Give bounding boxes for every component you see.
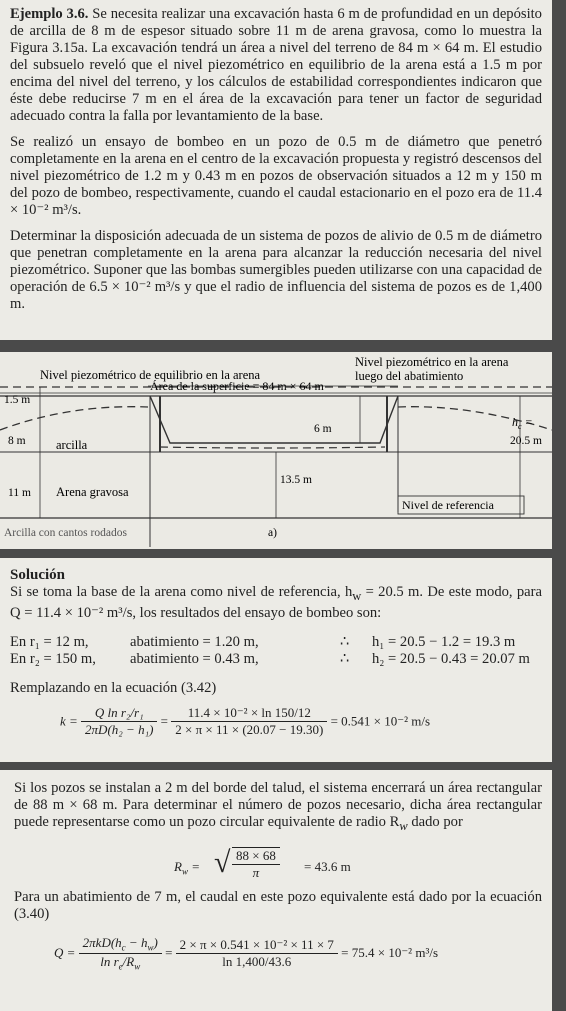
result-row-2: En r₂ = 150 m, abatimiento = 0.43 m, ∴ h₂ = 20.5 − 0.43 = 20.07 m xyxy=(10,650,530,667)
label-surface-area: Área de la superficie = 84 m × 64 m xyxy=(150,379,324,393)
figure-panel xyxy=(0,352,552,549)
example-paragraph-2: Se realizó un ensayo de bombeo en un pozo de 0.5 m de diámetro que penetró completamente en la arena en el centro de la excavación propuesta y registró descensos del nivel piezométrico de 1.2 m y 0.43 m en pozos de observación situados a 12 m y 150 m del pozo de bombeo, respectivamente, cuando el caudal estacionario en el pozo era de 11.4 × 10⁻² m³/s. xyxy=(10,134,542,218)
label-arcilla: arcilla xyxy=(56,438,88,452)
excavation-cross-section-figure xyxy=(0,352,552,549)
rw-equation: $R_w$ = √ $\frac{88 \times 68}{\pi}$ = 43.6 m xyxy=(174,845,351,880)
label-8m: 8 m xyxy=(8,435,26,447)
paragraph-text: Se necesita realizar una excavación hasta 6 m de profundidad en un depósito de arcilla de 8 m de espesor situado sobre 11 m de arena gravosa, como lo muestra la Figura 3.15a. La excavación tendrá un área a nivel del terreno de 84 m × 64 m. El estudio del subsuelo reveló que el nivel piezométrico en equilibrio de la arena está a 1.5 m por encima del nivel del terreno, y los cálculos de estabilidad correspondientes indicaron que éste debe reducirse 7 m en el área de la excavación para tener un factor de seguridad adecuado contra la falla por levantamiento de la base. xyxy=(10,6,542,124)
solution-panel xyxy=(0,558,552,762)
label-hc: $h_c$ = xyxy=(512,415,533,431)
label-piezo-equilibrium: Nivel piezométrico de equilibrio en la arena xyxy=(40,368,261,382)
wells-paragraph: Si los pozos se instalan a 2 m del borde del talud, el sistema encerrará un área rectangular de 88 m × 68 m. Para determinar el número de pozos necesario, dicha área rectangular puede representarse como un pozo circular equivalente de radio $R_w$ dado por xyxy=(14,780,542,833)
continuation-panel xyxy=(0,770,552,1011)
solution-heading: Solución xyxy=(10,567,66,583)
label-piezo-after-line2: luego del abatimiento xyxy=(355,369,464,383)
figure-label-a: a) xyxy=(268,527,277,539)
label-arena-gravosa: Arena gravosa xyxy=(56,485,129,499)
label-cantos-rodados: Arcilla con cantos rodados xyxy=(4,527,127,539)
label-11m: 11 m xyxy=(8,487,31,499)
label-nivel-referencia: Nivel de referencia xyxy=(402,498,494,512)
label-piezo-after-line1: Nivel piezométrico en la arena xyxy=(355,355,509,369)
label-6m: 6 m xyxy=(314,423,332,435)
problem-statement-panel xyxy=(0,0,552,340)
k-equation: k = $\frac{\text{Q ln r₂/r₁}}{\text{2πD(h₂ − h₁)}}$ = $\frac{\text{11.4 × 10⁻² × ln 150/12}}{2 \times \pi \times 11 \times (20.07 - 19.30)}$ = 0.541 × 10⁻² m/s xyxy=(60,704,431,737)
example-title: Ejemplo 3.6. xyxy=(10,6,89,22)
result-row-1: En r₁ = 12 m, abatimiento = 1.20 m, ∴ h₁ = 20.5 − 1.2 = 19.3 m xyxy=(10,633,516,650)
remplazando-text: Remplazando en la ecuación (3.42) xyxy=(10,679,217,696)
label-20-5m: 20.5 m xyxy=(510,435,542,447)
example-paragraph-3: Determinar la disposición adecuada de un sistema de pozos de alivio de 0.5 m de diámetro que penetran completamente en la arena para alcanzar la reducción necesaria del nivel piezométrico. Suponer que las bombas sumergibles pueden utilizarse con una capacidad de operación de 6.5 × 10⁻² m³/s y que el radio de influencia del sistema de pozos es de 1,400 m. xyxy=(10,228,542,312)
solution-intro: Si se toma la base de la arena como nivel de referencia, $h_w = 20.5$ m. De este modo, para Q = 11.4 × 10⁻² m³/s, los resultados del ensayo de bombeo son: xyxy=(10,584,542,621)
label-13-5m: 13.5 m xyxy=(280,474,312,486)
q-paragraph: Para un abatimiento de 7 m, el caudal en este pozo equivalente está dado por la ecuación (3.40) xyxy=(14,888,542,922)
label-1-5m: 1.5 m xyxy=(4,394,31,406)
example-paragraph-1 xyxy=(10,6,542,125)
q-equation: Q = $\frac{2\pi kD(h_c - h_w)}{\ln r_e/R_w}$ = $\frac{\text{2 × π × 0.541 × 10⁻² × 11 × 7}}{\ln 1,400/43.6}$ = 75.4 × 10⁻² m³/s xyxy=(54,934,439,972)
